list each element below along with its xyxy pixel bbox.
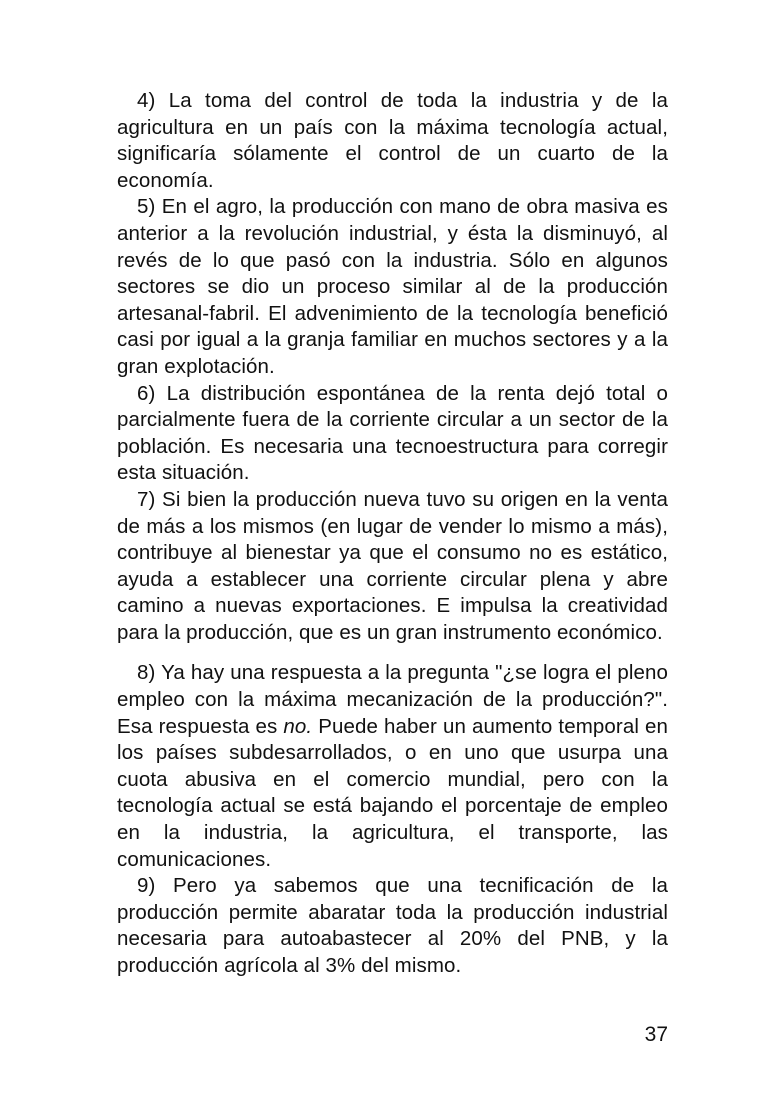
paragraph-8 <box>117 660 668 873</box>
paragraph-8-emphasis: no. <box>283 714 313 738</box>
paragraph-6: 6) La distribución espontánea de la renta dejó total o parcialmente fuera de la corriente circular a un sector de la población. Es necesaria una tecnoestructura para corregir esta situación. <box>117 381 668 485</box>
paragraph-8-text-start: 8) Ya hay una respuesta a la pregunta "¿se logra el pleno empleo con la máxima mecanización de la producción?". Esa respuesta es <box>117 661 668 738</box>
paragraph-8-text-end: Puede haber un aumento temporal en los países subdesarrollados, o en uno que usurpa una cuota abusiva en el comercio mundial, pero con la tecnología actual se está bajando el porcentaje de empleo en la industria, la agricultura, el transporte, las comunicaciones. <box>117 714 668 871</box>
paragraph-5: 5) En el agro, la producción con mano de obra masiva es anterior a la revolución industrial, y ésta la disminuyó, al revés de lo que pasó con la industria. Sólo en algunos sectores se dio un proceso similar al de la producción artesanal-fabril. El advenimiento de la tecnología benefició casi por igual a la granja familiar en muchos sectores y a la gran explotación. <box>117 195 668 378</box>
body-text <box>117 88 668 980</box>
paragraph-7: 7) Si bien la producción nueva tuvo su origen en la venta de más a los mismos (en lugar de vender lo mismo a más), contribuye al bienestar ya que el consumo no es estático, ayuda a establecer una corriente circular plena y abre camino a nuevas exportaciones. E impulsa la creatividad para la producción, que es un gran instrumento económico. <box>117 487 668 644</box>
paragraph-4: 4) La toma del control de toda la industria y de la agricultura en un país con la máxima tecnología actual, significaría sólamente el control de un cuarto de la economía. <box>117 89 668 192</box>
paragraph-9: 9) Pero ya sabemos que una tecnificación de la producción permite abaratar toda la producción industrial necesaria para autoabastecer al 20% del PNB, y la producción agrícola al 3% del mismo. <box>117 874 668 977</box>
page-number: 37 <box>644 1023 668 1046</box>
